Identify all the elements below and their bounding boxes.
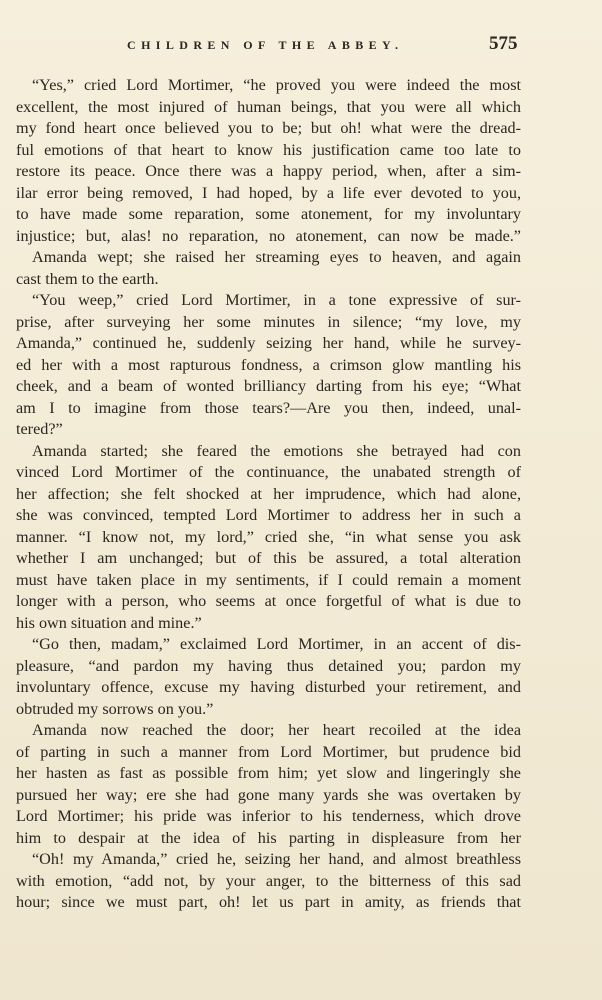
text-line: my fond heart once believed you to be; but oh! what were the dread- [16, 119, 521, 137]
text-line: manner. “I know not, my lord,” cried she, “in what sense you ask [16, 527, 521, 546]
text-line: restore its peace. Once there was a happy period, when, after a sim- [16, 162, 521, 180]
text-line: Amanda wept; she raised her streaming eyes to heaven, and again [32, 248, 521, 266]
text-line: her hasten as fast as possible from him; yet slow and lingeringly she [16, 764, 521, 782]
text-line: “Oh! my Amanda,” cried he, seizing her hand, and almost breathless [32, 850, 521, 868]
page-number: 575 [489, 33, 518, 54]
text-line: her affection; she felt shocked at her imprudence, which had alone, [16, 484, 521, 503]
text-line: Amanda now reached the door; her heart recoiled at the idea [32, 721, 521, 739]
text-line: she was convinced, tempted Lord Mortimer to address her in such a [16, 506, 521, 524]
text-line: Amanda,” continued he, suddenly seizing her hand, while he survey- [16, 334, 521, 352]
text-line: with emotion, “add not, by your anger, to the bitterness of this sad [16, 871, 521, 890]
text-line: tered?” [16, 420, 63, 438]
text-line: “You weep,” cried Lord Mortimer, in a tone expressive of sur- [32, 291, 521, 309]
text-line: ed her with a most rapturous fondness, a crimson glow mantling his [16, 355, 521, 374]
text-line: Lord Mortimer; his pride was inferior to his tenderness, which drove [16, 807, 521, 825]
text-line: of parting in such a manner from Lord Mortimer, but prudence bid [16, 742, 521, 761]
text-line: am I to imagine from those tears?—Are you then, indeed, unal- [16, 398, 521, 417]
text-line: hour; since we must part, oh! let us part in amity, as friends that [16, 893, 521, 911]
text-line: “Yes,” cried Lord Mortimer, “he proved you were indeed the most [32, 76, 521, 94]
text-line: vinced Lord Mortimer of the continuance, the unabated strength of [16, 463, 521, 481]
text-line: ilar error being removed, I had hoped, by a life ever devoted to you, [16, 183, 521, 202]
text-line: cheek, and a beam of wonted brilliancy darting from his eye; “What [16, 377, 521, 395]
text-line: pursued her way; ere she had gone many yards she was overtaken by [16, 785, 521, 804]
text-line: excellent, the most injured of human beings, that you were all which [16, 97, 521, 116]
text-line: ful emotions of that heart to know his justification came too late to [16, 140, 521, 159]
text-line: involuntary offence, excuse my having disturbed your retirement, and [16, 678, 521, 696]
text-line: him to despair at the idea of his parting in displeasure from her [16, 828, 521, 847]
text-line: cast them to the earth. [16, 269, 159, 288]
text-line: injustice; but, alas! no reparation, no atonement, can now be made.” [16, 226, 521, 245]
text-line: “Go then, madam,” exclaimed Lord Mortimer, in an accent of dis- [32, 635, 521, 653]
text-line: must have taken place in my sentiments, if I could remain a moment [16, 570, 521, 589]
page-header [0, 33, 602, 58]
text-line: pleasure, “and pardon my having thus detained you; pardon my [16, 656, 521, 675]
text-line: his own situation and mine.” [16, 613, 202, 632]
text-line: to have made some reparation, some atonement, for my involuntary [16, 205, 521, 223]
body-text [16, 75, 521, 914]
text-line: obtruded my sorrows on you.” [16, 699, 214, 718]
text-line: Amanda started; she feared the emotions she betrayed had con [32, 441, 521, 460]
text-line: prise, after surveying her some minutes in silence; “my love, my [16, 312, 521, 331]
text-line: whether I am unchanged; but of this be assured, a total alteration [16, 549, 521, 567]
text-line: longer with a person, who seems at once forgetful of what is due to [16, 592, 521, 610]
running-title: CHILDREN OF THE ABBEY. [127, 38, 404, 52]
